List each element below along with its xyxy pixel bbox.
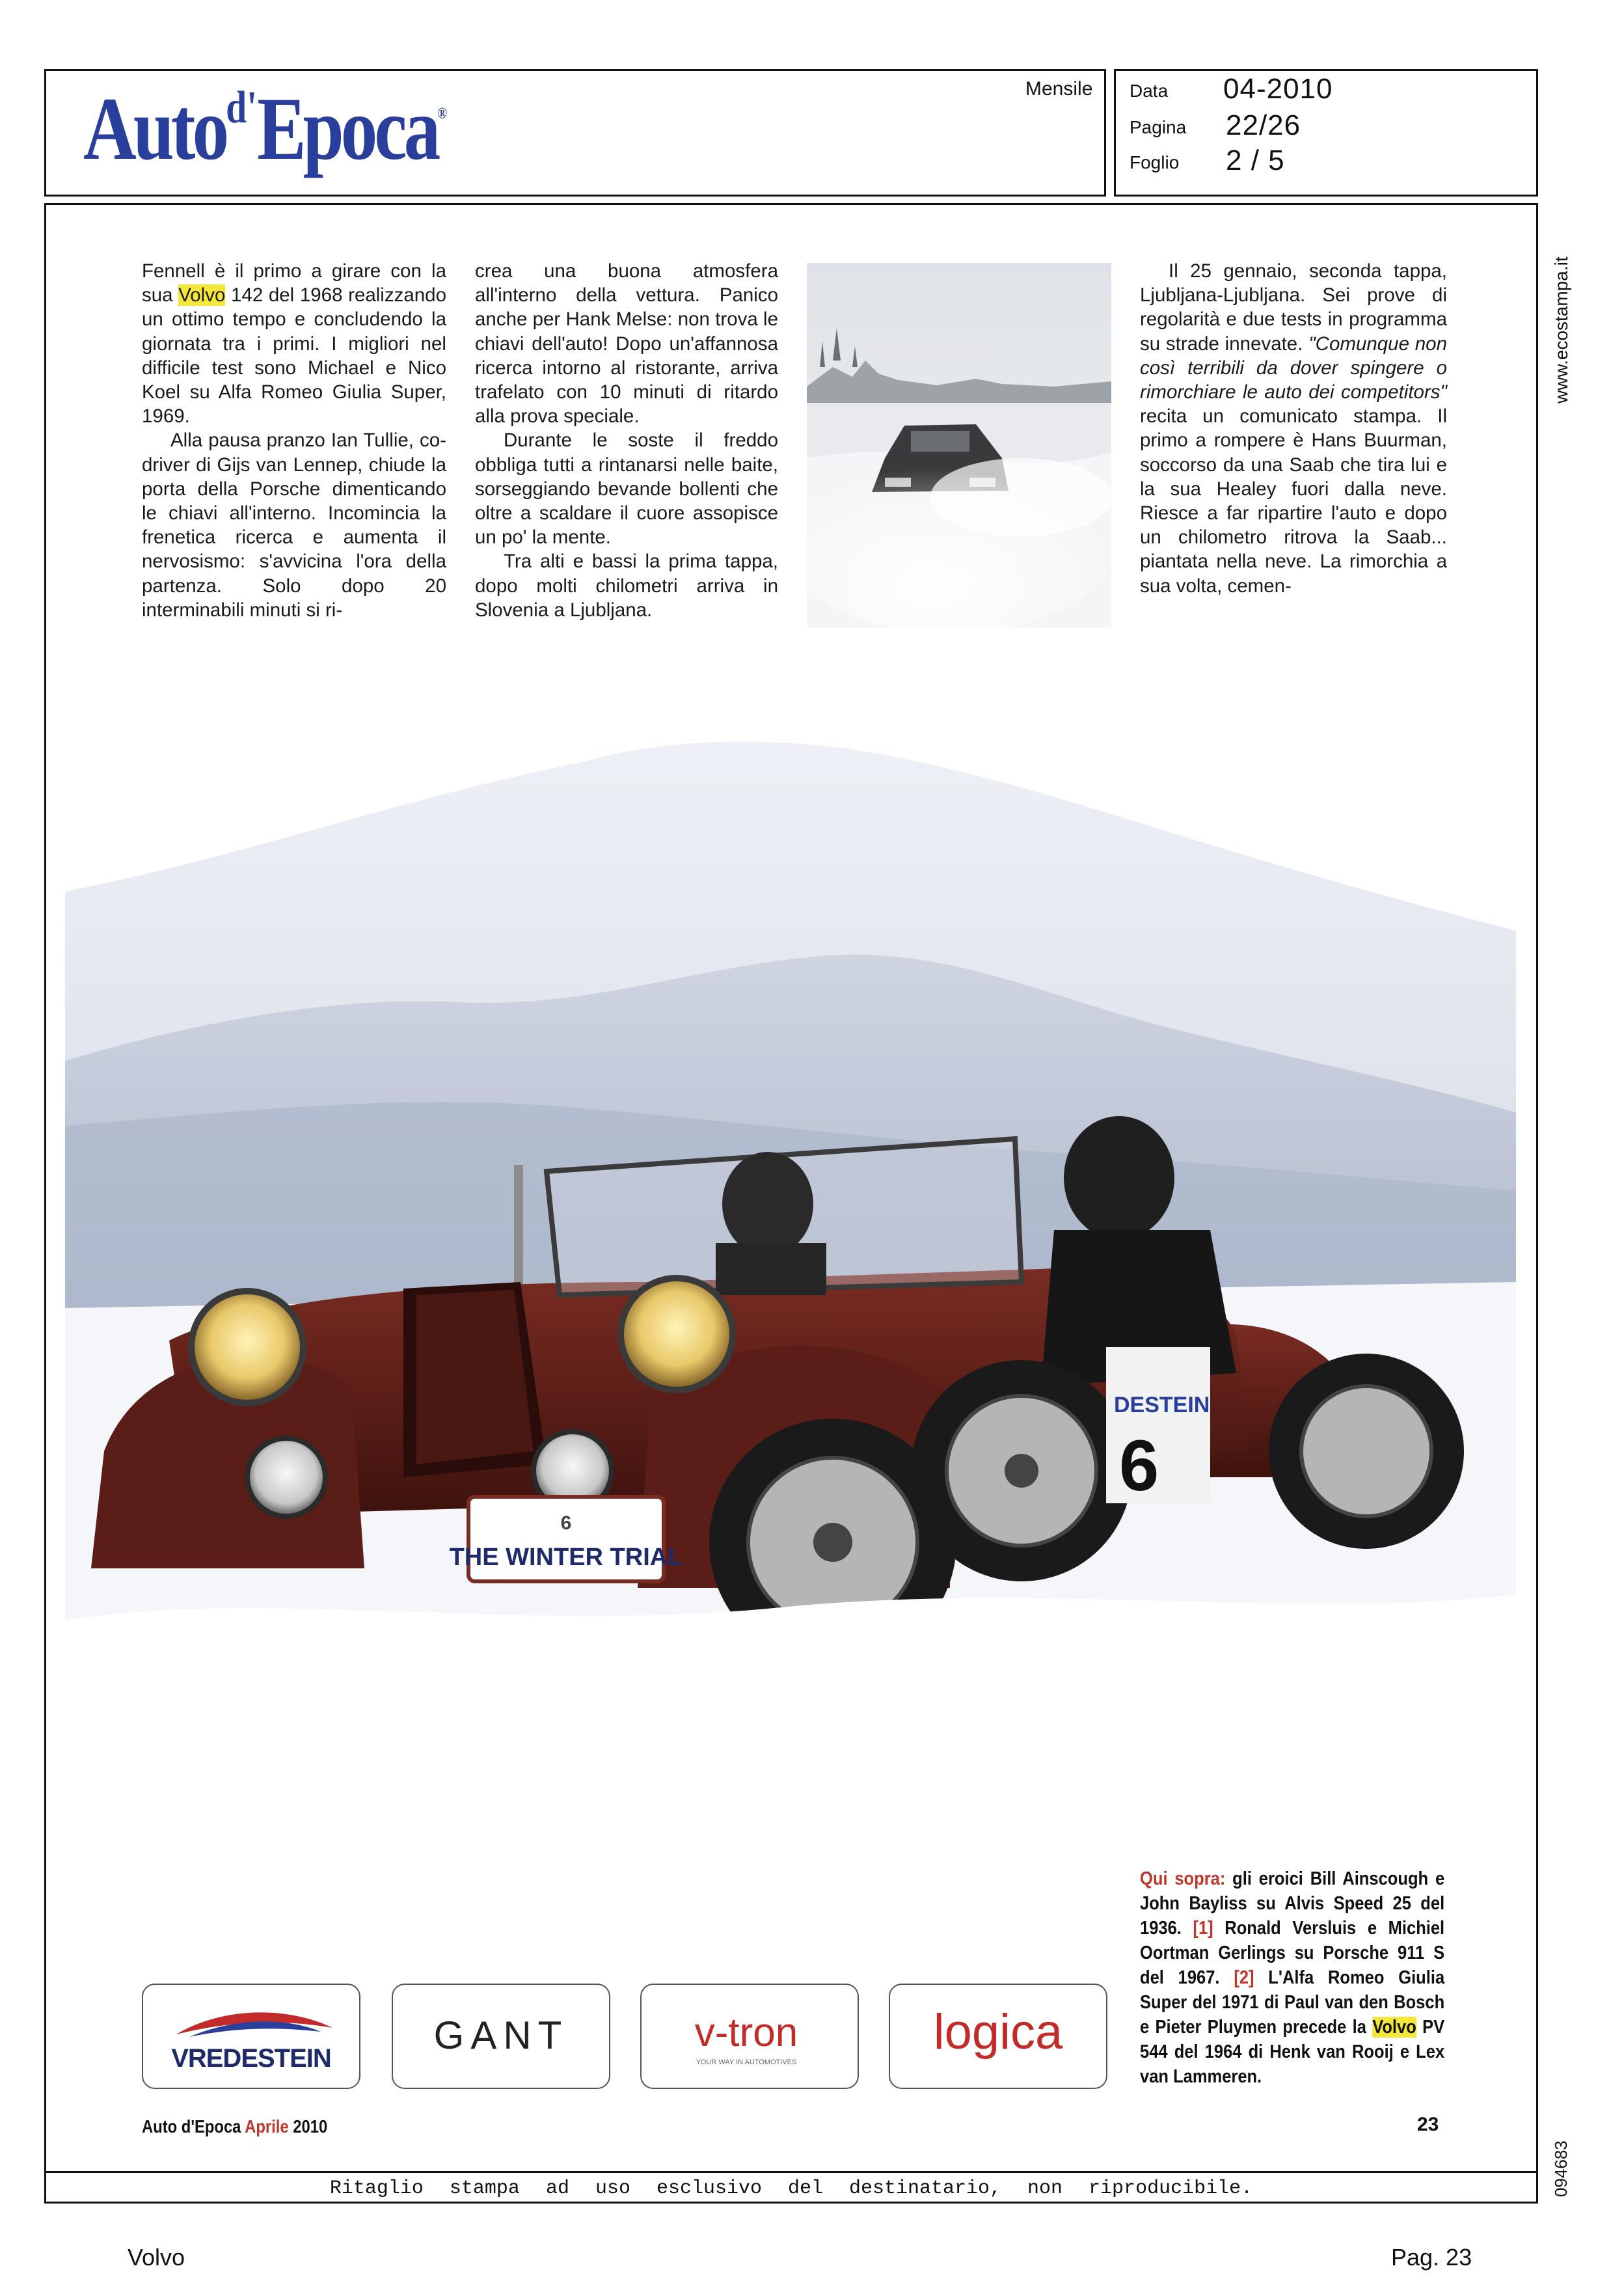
meta-value-data: 04-2010 <box>1223 73 1333 105</box>
page-number: 23 <box>1417 2114 1439 2135</box>
svg-text:logica: logica <box>933 2004 1063 2060</box>
paragraph: Tra alti e bassi la prima tappa, dopo molti chilometri arriva in Slovenia a Ljubljana. <box>475 551 778 621</box>
paragraph: Fennell è il primo a girare con la sua Volvo 142 del 1968 realizzando un ottimo tempo e concludendo la giornata tra i primi. I migliori nel difficile test sono Michael e Nico Koel su Alfa Romeo Giulia Super, 1969. <box>142 260 446 428</box>
article-column-2 <box>475 259 778 622</box>
vtron-logo <box>649 1994 850 2079</box>
paragraph: Il 25 gennaio, seconda tappa, Ljubljana-Ljubljana. Sei prove di regolarità e due tests in programma su strade innevate. "Comunque non così terribili da dover spingere o rimorchiare le auto dei competitors" recita un comunicato stampa. Il primo a rompere è Hans Buurman, soccorso da una Saab che tira lui e la sua Healey fuori dalla neve. Riesce a far ripartire l'auto e dopo un chilometro ritrova la Saab... piantata nella neve. La rimorchia a sua volta, cemen- <box>1140 260 1447 597</box>
meta-label-foglio: Foglio <box>1130 152 1180 172</box>
article-column-3 <box>1140 259 1447 598</box>
plate-number: 6 <box>560 1512 572 1534</box>
clipping-topic: Volvo <box>128 2244 185 2271</box>
side-code: 094683 <box>1551 2140 1571 2197</box>
svg-text:GANT: GANT <box>433 2013 569 2057</box>
sponsor-logica <box>889 1984 1107 2089</box>
photo-car-in-snow <box>807 263 1111 627</box>
photo-caption: Qui sopra: gli eroici Bill Ainscough e John Bayliss su Alvis Speed 25 del 1936. [1] Ronald Versluis e Michiel Oortman Gerlings su Porsche 911 S del 1967. [2] L'Alfa Romeo Giulia Super del 1971 di Paul van den Bosch e Pieter Pluymen precede la Volvo PV 544 del 1964 di Henk van Rooij e Lex van Lammeren. <box>1140 1868 1445 2087</box>
photo-alvis-speed-25 <box>65 722 1516 1894</box>
copyright-notice: Ritaglio stampa ad uso esclusivo del destinatario, non riproducibile. <box>329 2177 1253 2200</box>
clipping-page: Pag. 23 <box>1391 2244 1472 2271</box>
door-sponsor-text: DESTEIN <box>1114 1393 1210 1417</box>
svg-text:YOUR WAY IN AUTOMOTIVES: YOUR WAY IN AUTOMOTIVES <box>696 2058 797 2066</box>
footer-publication: Auto d'Epoca Aprile 2010 <box>142 2116 328 2136</box>
vredestein-logo <box>150 1994 352 2079</box>
gant-logo <box>400 1994 602 2079</box>
door-number: 6 <box>1119 1426 1159 1506</box>
frequency-label: Mensile <box>1025 78 1093 100</box>
meta-value-foglio: 2 / 5 <box>1226 144 1285 176</box>
magazine-logo: Auto$^{d'}$Epoca® <box>83 79 448 178</box>
sponsor-vtron <box>640 1984 859 2089</box>
article-column-1 <box>142 259 446 622</box>
svg-text:VREDESTEIN: VREDESTEIN <box>171 2044 331 2073</box>
side-website: www.ecostampa.it <box>1551 256 1571 403</box>
meta-value-pagina: 22/26 <box>1226 109 1301 141</box>
meta-label-pagina: Pagina <box>1130 117 1187 137</box>
sponsor-gant <box>392 1984 610 2089</box>
sponsor-vredestein <box>142 1984 360 2089</box>
logica-logo <box>897 1994 1099 2079</box>
paragraph: Alla pausa pranzo Ian Tullie, co-driver di Gijs van Lennep, chiude la porta della Porsche dimenticando le chiavi all'interno. Incomincia la frenetica ricerca e aumenta il nervosismo: s'avvicina l'ora della partenza. Solo dopo 20 interminabili minuti si ri- <box>142 430 446 621</box>
paragraph: crea una buona atmosfera all'interno della vettura. Panico anche per Hank Melse: non trova le chiavi dell'auto! Dopo un'affannosa ricerca intorno al ristorante, arriva trafelato con 10 minuti di ritardo alla prova speciale. <box>475 260 778 428</box>
meta-label-data: Data <box>1130 81 1169 101</box>
svg-text:v-tron: v-tron <box>694 2010 798 2055</box>
divider <box>46 2171 1537 2173</box>
paragraph: Durante le soste il freddo obbliga tutti a rintanarsi nelle baite, sorseggiando bevande bollenti che oltre a scaldare il cuore assopisce un po' la mente. <box>475 430 778 549</box>
plate-title: THE WINTER TRIAL <box>449 1544 683 1571</box>
